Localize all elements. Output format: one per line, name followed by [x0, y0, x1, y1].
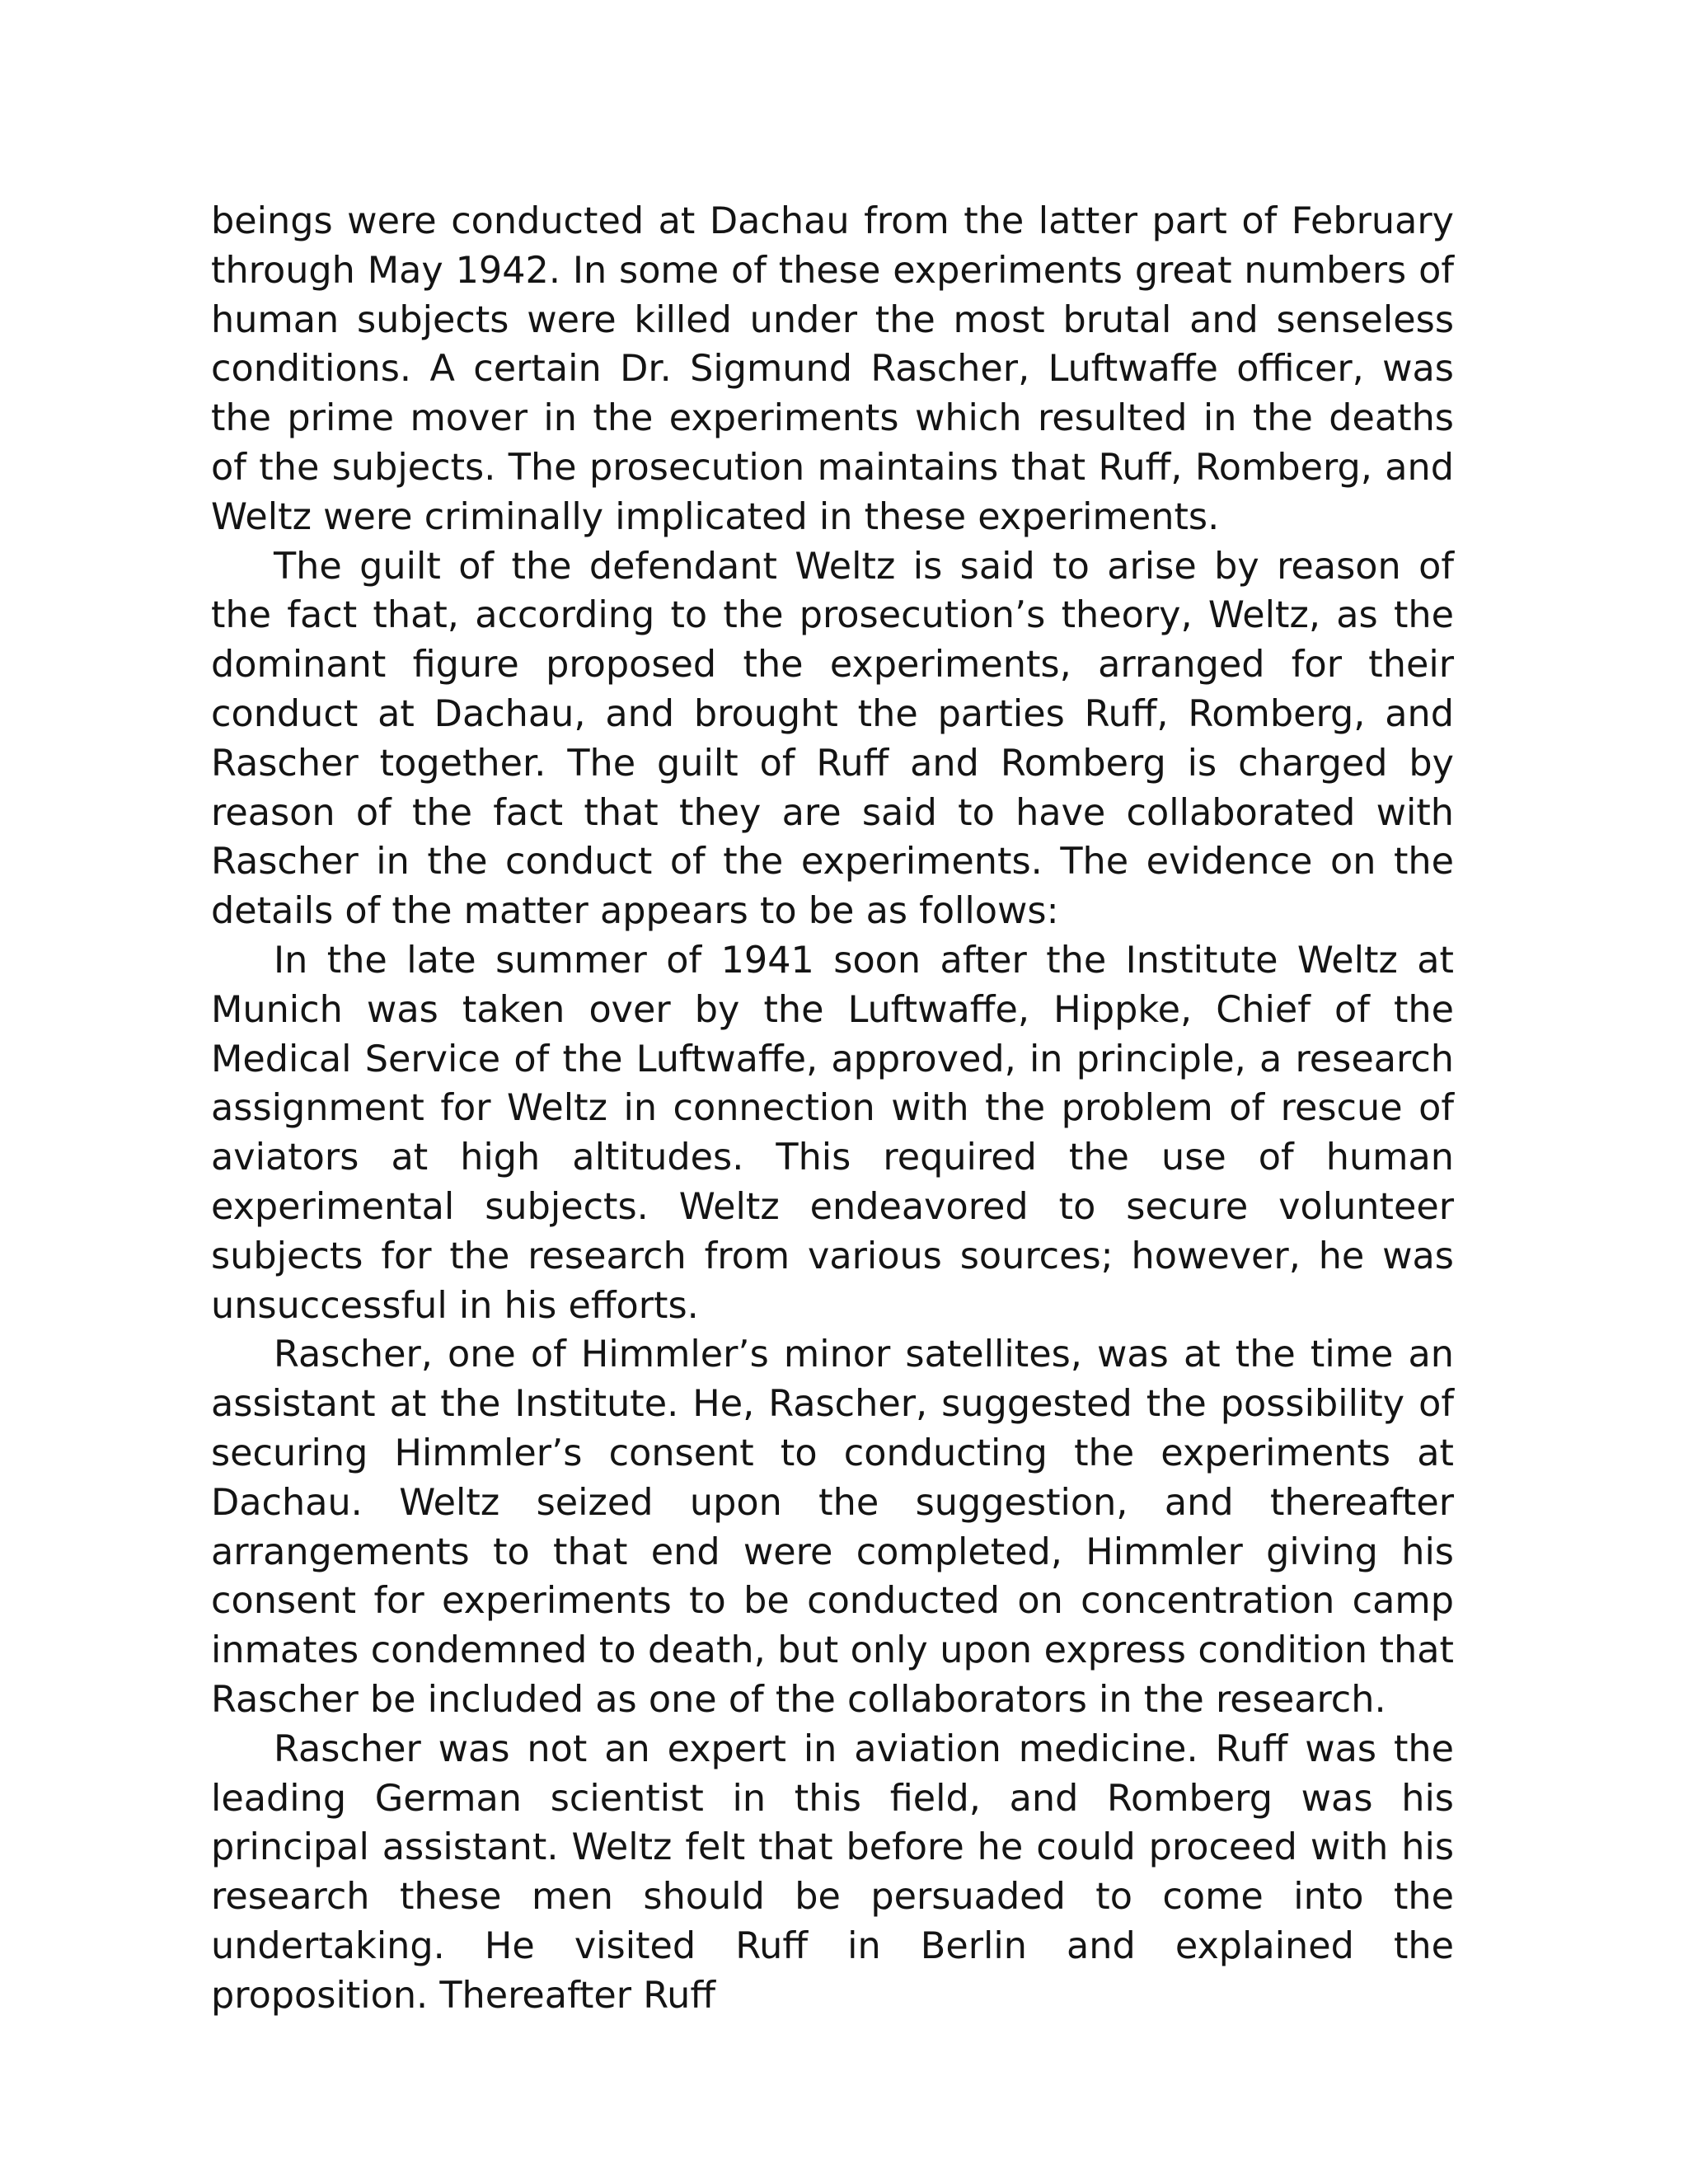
paragraph-3: In the late summer of 1941 soon after the Institute Weltz at Munich was taken over by the Luftwaffe, Hippke, Chief of the Medical Service of the Luftwaffe, approved, in principle, a research assignment for Weltz in connection with the problem of rescue of aviators at high altitudes. This required the use of human experimental subjects. Weltz endeavored to secure volunteer subjects for the research from various sources; however, he was unsuccessful in his efforts. — [211, 939, 1454, 1327]
paragraph-4: Rascher, one of Himmler’s minor satellites, was at the time an assistant at the Institute. He, Rascher, suggested the possibility of securing Himmler’s consent to conducting the experiments at Dachau. Weltz seized upon the suggestion, and thereafter arrangements to that end were completed, Himmler giving his consent for experiments to be conducted on concentration camp inmates condemned to death, but only upon express condition that Rascher be included as one of the collaborators in the research. — [211, 1333, 1454, 1721]
paragraph-1: beings were conducted at Dachau from the latter part of February through May 1942. In some of these experiments great numbers of human subjects were killed under the most brutal and senseless conditions. A certain Dr. Sigmund Rascher, Luftwaffe officer, was the prime mover in the experiments which resulted in the deaths of the subjects. The prosecution maintains that Ruff, Romberg, and Weltz were criminally implicated in these experiments. — [211, 200, 1454, 538]
body-text — [211, 197, 1454, 2020]
paragraph-5: Rascher was not an expert in aviation medicine. Ruff was the leading German scientist in this field, and Romberg was his principal assistant. Weltz felt that before he could proceed with his research these men should be persuaded to come into the undertaking. He visited Ruff in Berlin and explained the proposition. Thereafter Ruff — [211, 1727, 1454, 2017]
paragraph-2: The guilt of the defendant Weltz is said to arise by reason of the fact that, according to the prosecution’s theory, Weltz, as the dominant figure proposed the experiments, arranged for their conduct at Dachau, and brought the parties Ruff, Romberg, and Rascher together. The guilt of Ruff and Romberg is charged by reason of the fact that they are said to have collaborated with Rascher in the conduct of the experiments. The evidence on the details of the matter appears to be as follows: — [211, 545, 1454, 933]
